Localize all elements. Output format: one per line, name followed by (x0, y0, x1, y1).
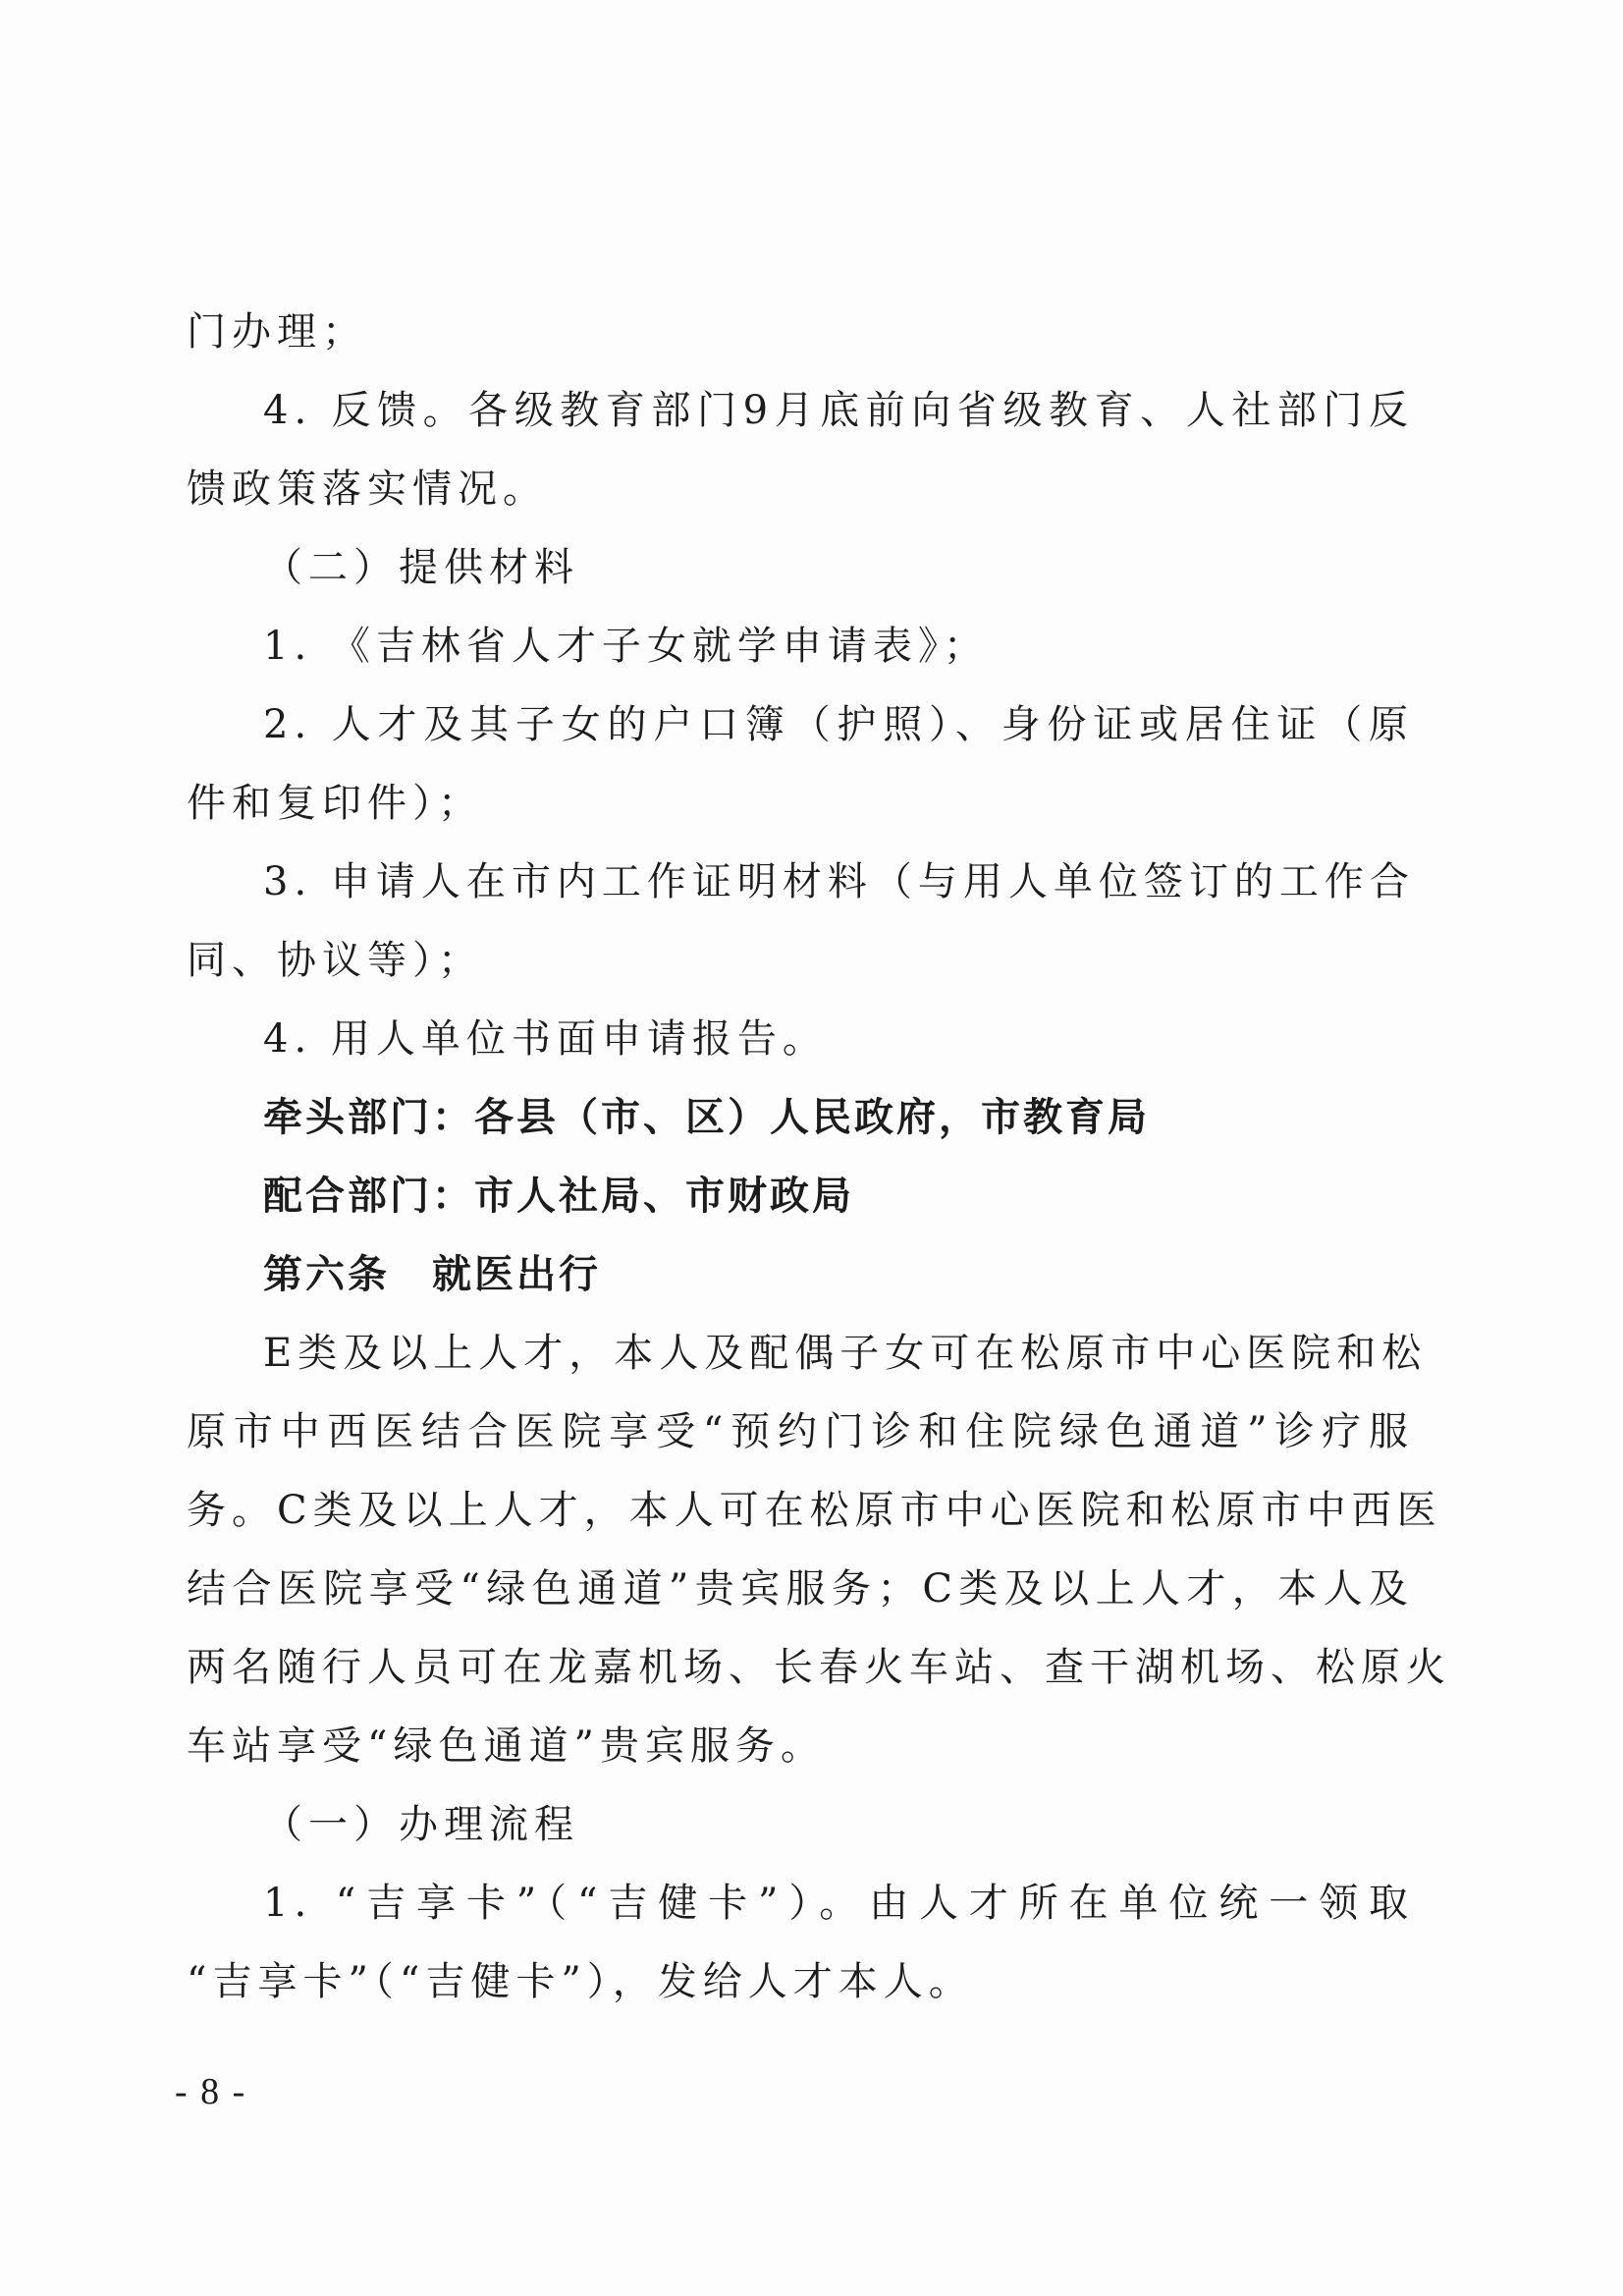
text-line: 1. 《吉林省人才子女就学申请表》； (263, 624, 989, 669)
text-line: 2. 人才及其子女的户口簿（护照）、身份证或居住证（原 (263, 702, 1414, 747)
lead-department: 牵头部门：各县（市、区）人民政府，市教育局 (263, 1095, 1150, 1140)
page-number: - 8 - (175, 2071, 247, 2112)
text-line: 3. 申请人在市内工作证明材料（与用人单位签订的工作合 (263, 859, 1415, 904)
text-line: 结合医院享受“绿色通道”贵宾服务；C类及以上人才，本人及 (187, 1566, 1414, 1612)
text-line: 1. “吉享卡”（“吉健卡”）。由人才所在单位统一领取 (263, 1881, 1414, 1926)
article-heading: 第六条 就医出行 (263, 1252, 601, 1297)
text-line: 两名随行人员可在龙嘉机场、长春火车站、查干湖机场、松原火 (187, 1645, 1451, 1690)
text-line: 件和复印件）； (187, 781, 483, 826)
cooperating-department: 配合部门：市人社局、市财政局 (263, 1174, 854, 1219)
text-line: 同、协议等）； (187, 938, 483, 983)
section-heading: （二）提供材料 (263, 545, 579, 590)
text-line: E类及以上人才，本人及配偶子女可在松原市中心医院和松 (263, 1331, 1428, 1376)
text-line: 门办理； (187, 309, 367, 355)
text-line: “吉享卡”（“吉健卡”），发给人才本人。 (187, 1959, 974, 2004)
text-line: 原市中西医结合医院享受“预约门诊和住院绿色通道”诊疗服 (187, 1409, 1414, 1454)
text-line: 4. 用人单位书面申请报告。 (263, 1016, 828, 1062)
section-heading: （一）办理流程 (263, 1802, 579, 1847)
text-line: 4. 反馈。各级教育部门9月底前向省级教育、人社部门反 (263, 388, 1414, 433)
text-line: 车站享受“绿色通道”贵宾服务。 (187, 1723, 826, 1769)
text-line: 务。C类及以上人才，本人可在松原市中心医院和松原市中西医 (187, 1488, 1442, 1533)
text-line: 馈政策落实情况。 (187, 466, 548, 512)
